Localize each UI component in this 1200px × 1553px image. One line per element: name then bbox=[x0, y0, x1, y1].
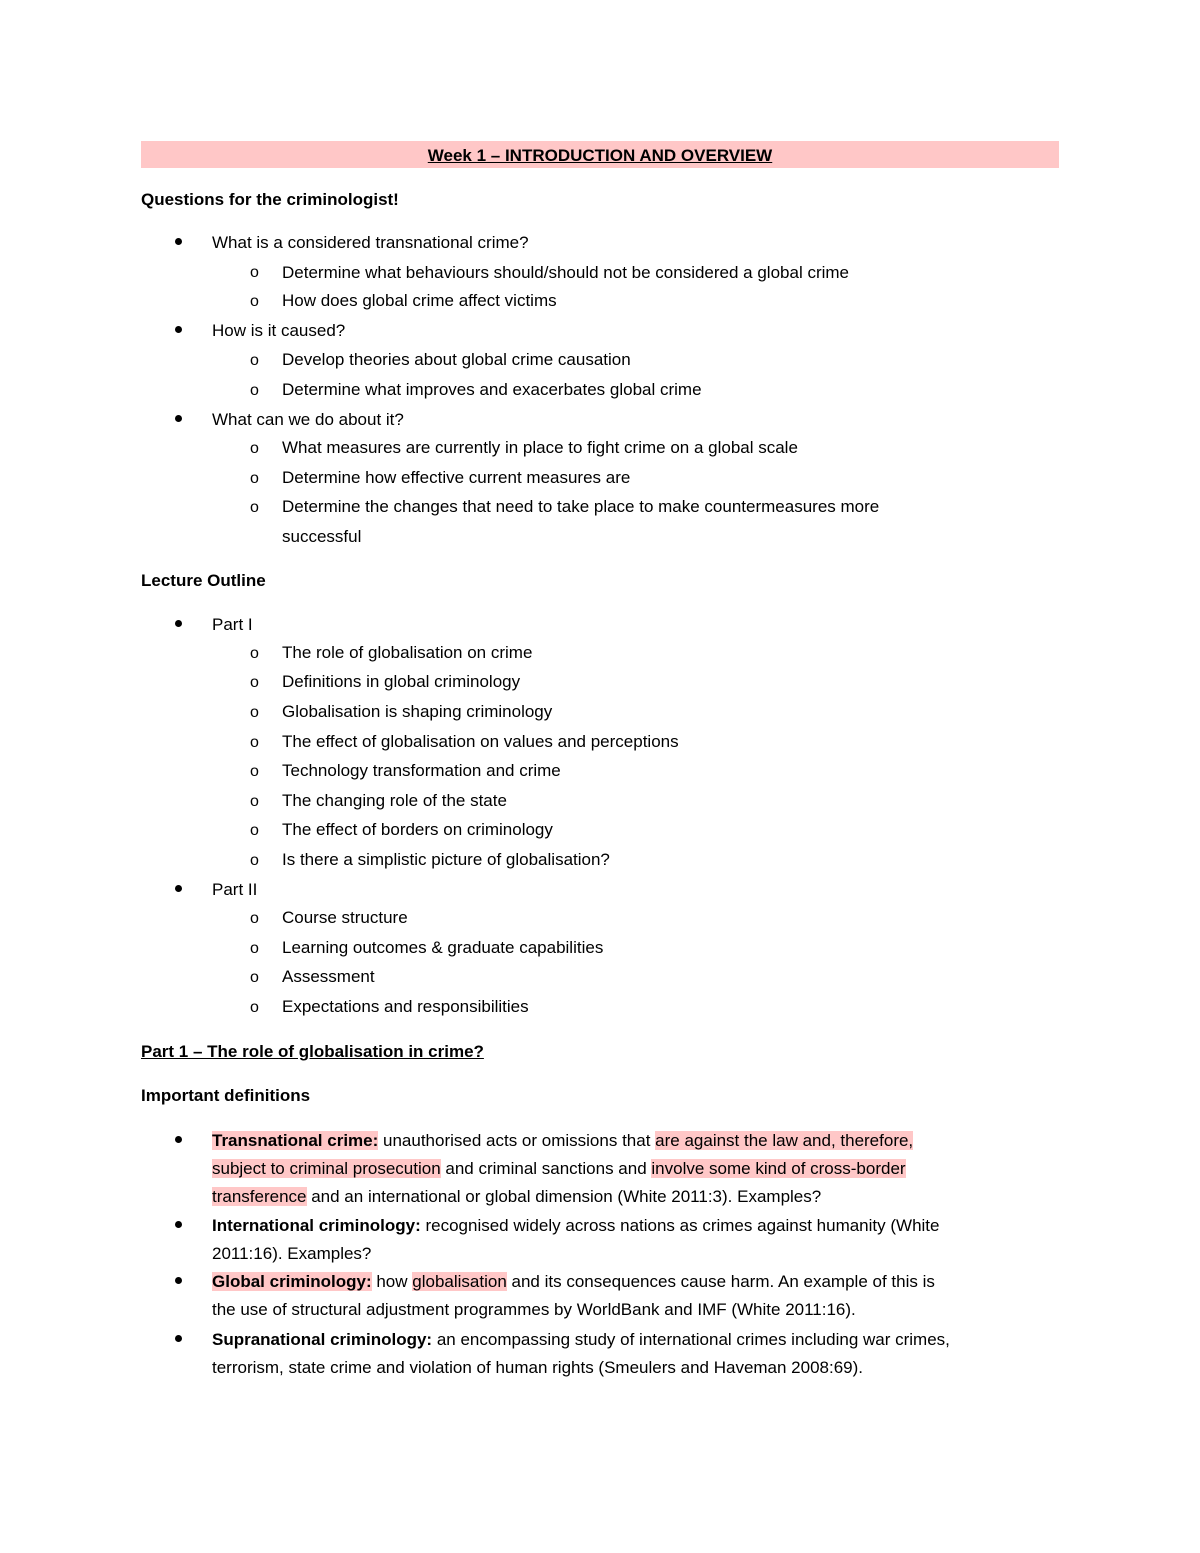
list-item: How is it caused? bbox=[212, 321, 346, 340]
part1-heading: Part 1 – The role of globalisation in crime? bbox=[141, 1042, 484, 1061]
sub-bullet-icon: o bbox=[250, 382, 259, 399]
definition-text: and criminal sanctions and bbox=[440, 1159, 652, 1178]
sub-list-item: Determine what improves and exacerbates global crime bbox=[282, 380, 702, 399]
definition-term: Transnational crime: bbox=[212, 1131, 379, 1150]
definition-line bbox=[212, 1216, 939, 1236]
sub-list-item: Determine what behaviours should/should not be considered a global crime bbox=[282, 263, 850, 282]
definition-text: an encompassing study of international crimes including war crimes, bbox=[432, 1330, 950, 1349]
bullet-icon bbox=[175, 326, 182, 333]
bullet-icon bbox=[175, 1136, 182, 1143]
sub-list-item: Assessment bbox=[282, 967, 375, 986]
highlighted-text: subject to criminal prosecution bbox=[212, 1159, 441, 1178]
sub-list-item: Technology transformation and crime bbox=[282, 761, 561, 780]
definition-text: how bbox=[371, 1272, 413, 1291]
sub-list-item: Definitions in global criminology bbox=[282, 672, 521, 691]
sub-list-item-continued: successful bbox=[282, 527, 362, 546]
questions-heading: Questions for the criminologist! bbox=[141, 190, 399, 209]
highlighted-text: transference bbox=[212, 1187, 307, 1206]
sub-list-item: Globalisation is shaping criminology bbox=[282, 702, 553, 721]
sub-list-item: Learning outcomes & graduate capabilities bbox=[282, 938, 604, 957]
list-item: What is a considered transnational crime? bbox=[212, 233, 529, 252]
sub-bullet-icon: o bbox=[250, 822, 259, 839]
highlighted-text: are against the law and, therefore, bbox=[655, 1131, 914, 1150]
definition-text: unauthorised acts or omissions that bbox=[378, 1131, 656, 1150]
definition-line: 2011:16). Examples? bbox=[212, 1244, 372, 1263]
definition-text: and an international or global dimension (White 2011:3). Examples? bbox=[306, 1187, 822, 1206]
sub-bullet-icon: o bbox=[250, 264, 259, 281]
sub-list-item: Is there a simplistic picture of globalisation? bbox=[282, 850, 610, 869]
list-item: Part I bbox=[212, 615, 253, 634]
sub-bullet-icon: o bbox=[250, 499, 259, 516]
sub-bullet-icon: o bbox=[250, 969, 259, 986]
definition-term: Global criminology: bbox=[212, 1272, 372, 1291]
bullet-icon bbox=[175, 238, 182, 245]
sub-list-item: The effect of borders on criminology bbox=[282, 820, 553, 839]
definition-line bbox=[212, 1159, 906, 1179]
sub-bullet-icon: o bbox=[250, 763, 259, 780]
definition-line bbox=[212, 1330, 950, 1350]
sub-list-item: Determine how effective current measures are bbox=[282, 468, 631, 487]
bullet-icon bbox=[175, 1335, 182, 1342]
sub-bullet-icon: o bbox=[250, 352, 259, 369]
sub-bullet-icon: o bbox=[250, 940, 259, 957]
sub-list-item: Course structure bbox=[282, 908, 408, 927]
sub-bullet-icon: o bbox=[250, 910, 259, 927]
sub-list-item: What measures are currently in place to fight crime on a global scale bbox=[282, 438, 798, 457]
bullet-icon bbox=[175, 415, 182, 422]
list-item: Part II bbox=[212, 880, 258, 899]
definition-line bbox=[212, 1272, 935, 1292]
bullet-icon bbox=[175, 620, 182, 627]
sub-bullet-icon: o bbox=[250, 674, 259, 691]
sub-bullet-icon: o bbox=[250, 470, 259, 487]
list-item: What can we do about it? bbox=[212, 410, 404, 429]
highlighted-text: involve some kind of cross-border bbox=[651, 1159, 906, 1178]
sub-list-item: Expectations and responsibilities bbox=[282, 997, 529, 1016]
bullet-icon bbox=[175, 1221, 182, 1228]
sub-bullet-icon: o bbox=[250, 645, 259, 662]
sub-bullet-icon: o bbox=[250, 704, 259, 721]
definition-line: the use of structural adjustment programmes by WorldBank and IMF (White 2011:16). bbox=[212, 1300, 856, 1319]
sub-list-item: The effect of globalisation on values and perceptions bbox=[282, 732, 679, 751]
definition-term: Supranational criminology: bbox=[212, 1330, 433, 1349]
sub-bullet-icon: o bbox=[250, 293, 259, 310]
highlighted-text: globalisation bbox=[412, 1272, 507, 1291]
sub-bullet-icon: o bbox=[250, 440, 259, 457]
definition-text: and its consequences cause harm. An example of this is bbox=[506, 1272, 935, 1291]
bullet-icon bbox=[175, 1277, 182, 1284]
definition-line: terrorism, state crime and violation of human rights (Smeulers and Haveman 2008:69). bbox=[212, 1358, 864, 1377]
sub-bullet-icon: o bbox=[250, 734, 259, 751]
sub-list-item: The role of globalisation on crime bbox=[282, 643, 533, 662]
sub-list-item: How does global crime affect victims bbox=[282, 291, 557, 310]
sub-list-item: The changing role of the state bbox=[282, 791, 507, 810]
definitions-heading: Important definitions bbox=[141, 1086, 311, 1105]
definition-line bbox=[212, 1187, 821, 1207]
outline-heading: Lecture Outline bbox=[141, 571, 266, 590]
sub-list-item: Determine the changes that need to take place to make countermeasures more bbox=[282, 497, 880, 516]
definition-term: International criminology: bbox=[212, 1216, 421, 1235]
sub-bullet-icon: o bbox=[250, 999, 259, 1016]
bullet-icon bbox=[175, 885, 182, 892]
definition-line bbox=[212, 1131, 913, 1151]
sub-bullet-icon: o bbox=[250, 852, 259, 869]
sub-bullet-icon: o bbox=[250, 793, 259, 810]
definition-text: recognised widely across nations as crimes against humanity (White bbox=[420, 1216, 940, 1235]
page-title: Week 1 – INTRODUCTION AND OVERVIEW bbox=[141, 141, 1059, 168]
sub-list-item: Develop theories about global crime causation bbox=[282, 350, 631, 369]
